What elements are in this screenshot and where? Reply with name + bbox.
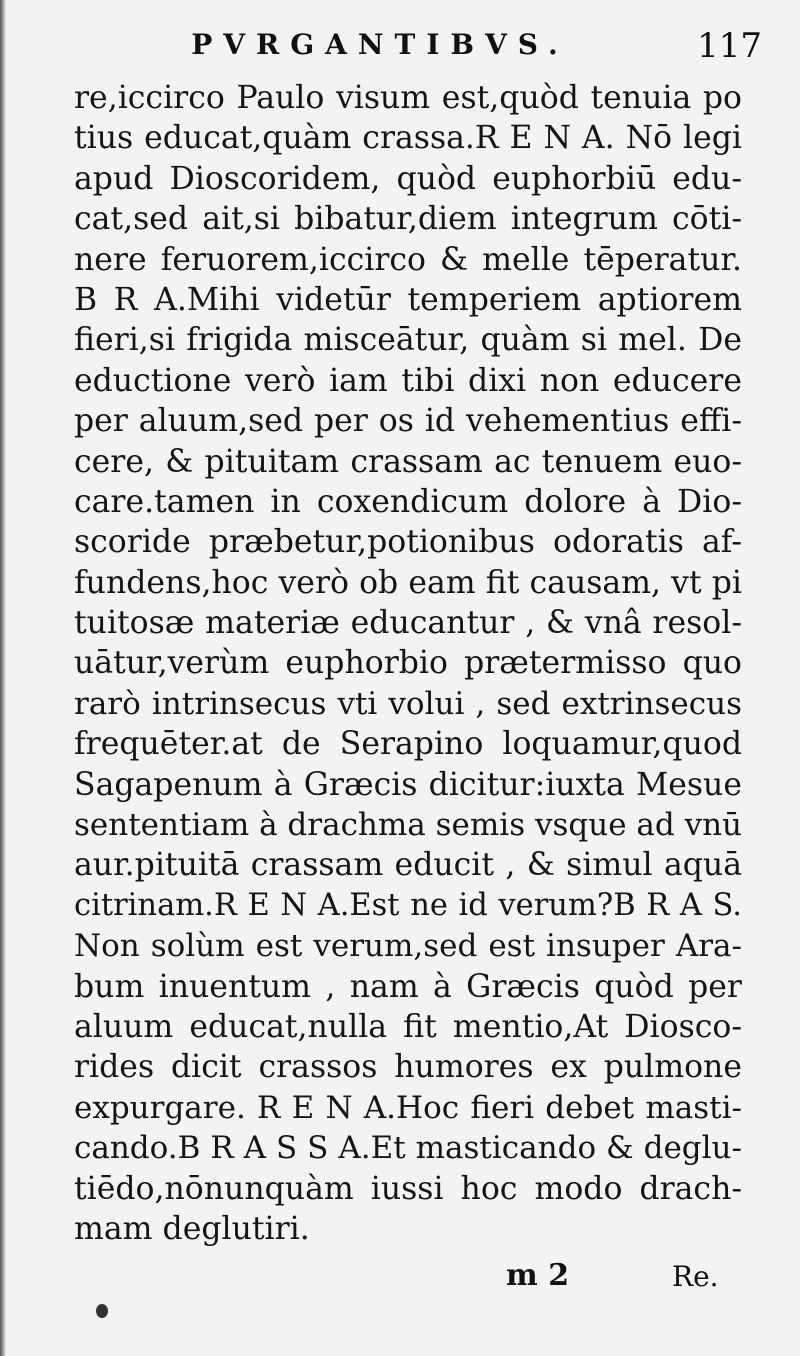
text-line: cere, & pituitam crassam ac tenuem euo- [74,443,742,480]
text-line: cat,sed ait,si bibatur,diem integrum cōti- [74,201,742,238]
text-line: mam deglutiri. [74,1210,310,1247]
catchword: Re. [672,1260,719,1293]
text-line: sententiam à drachma semis vsque ad vnū [74,807,742,844]
text-line: aluum educat,nulla fit mentio,At Diosco- [74,1008,742,1045]
text-line: tuitosæ materiæ educantur , & vnâ resol- [74,605,742,642]
text-line: rides dicit crassos humores ex pulmone [74,1049,742,1086]
text-line: bum inuentum , nam à Græcis quòd per [74,968,742,1005]
text-line: apud Dioscoridem, quòd euphorbiū edu- [74,160,742,197]
text-line: care.tamen in coxendicum dolore à Dio- [74,483,742,520]
text-line: cando.B R A S S A.Et masticando & deglu- [74,1130,742,1167]
page-number: 117 [697,26,762,66]
page-header [0,28,800,78]
text-line: tius educat,quàm crassa.R E N A. Nō legi [74,120,742,157]
text-line: tiēdo,nōnunquàm iussi hoc modo drach- [74,1170,742,1207]
page-footer [0,1258,800,1298]
text-line: Sagapenum à Græcis dicitur:iuxta Mesue [74,766,742,803]
body-text [74,78,742,1249]
text-line: citrinam.R E N A.Est ne id verum?B R A S. [74,887,742,923]
text-line: uātur,verùm euphorbio prætermisso quo [74,645,742,682]
text-line: nere feruorem,iccirco & melle tēperatur. [74,241,742,278]
text-line: fundens,hoc verò ob eam fit causam, vt pi [74,564,742,601]
text-line: rarò intrinsecus vti volui , sed extrinsecus [74,685,742,722]
running-head: PVRGANTIBVS. [191,28,569,61]
text-line: B R A.Mihi videtūr temperiem aptiorem [74,281,742,318]
text-line: eductione verò iam tibi dixi non educere [74,362,742,399]
signature-mark: m 2 [506,1258,570,1293]
text-line: re,iccirco Paulo visum est,quòd tenuia po [74,80,742,116]
text-line: Non solùm est verum,sed est insuper Ara- [74,928,742,965]
text-line: expurgare. R E N A.Hoc fieri debet masti- [74,1089,742,1126]
ink-spot [96,1304,108,1318]
text-line: per aluum,sed per os id vehementius effi- [74,403,742,440]
text-line: aur.pituitā crassam educit , & simul aquā [74,847,742,884]
text-line: scoride præbetur,potionibus odoratis af- [74,524,742,561]
text-line: fieri,si frigida misceātur, quàm si mel. De [74,322,742,359]
text-line: frequēter.at de Serapino loquamur,quod [74,726,742,763]
